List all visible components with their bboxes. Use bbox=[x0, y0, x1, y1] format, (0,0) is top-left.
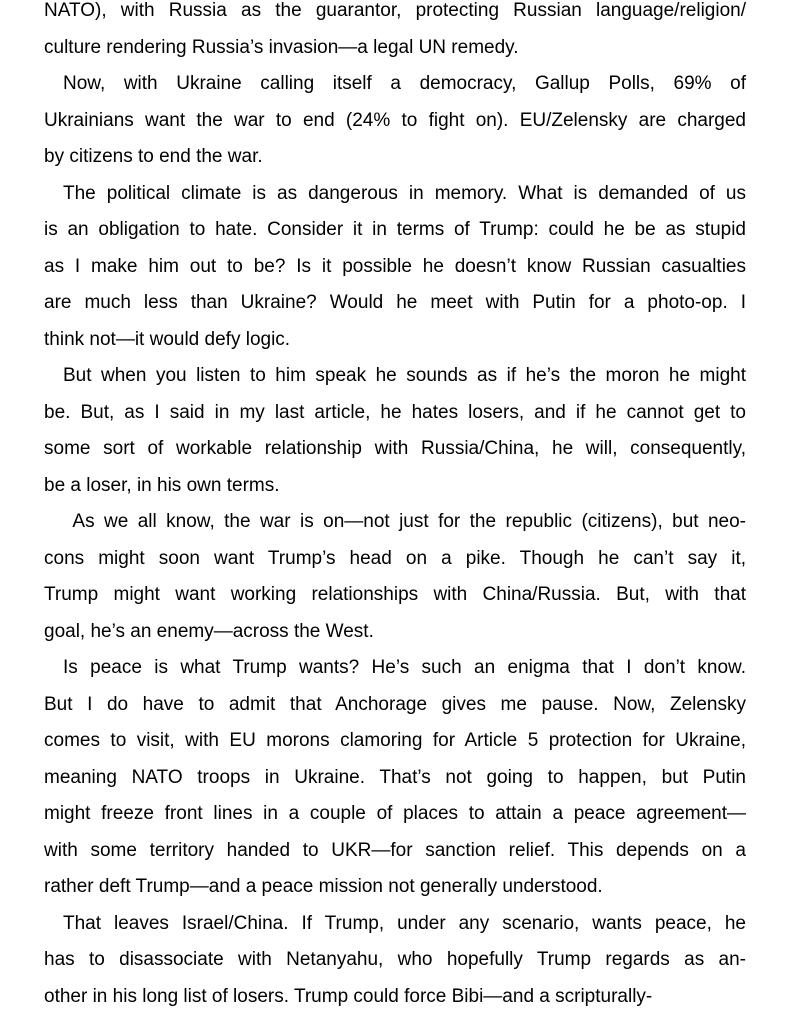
text-line: Is peace is what Trump wants? He’s such an enigma that I don’t know. bbox=[63, 657, 746, 678]
text-line: That leaves Israel/China. If Trump, under any scenario, wants peace, he bbox=[63, 912, 746, 934]
paragraph bbox=[44, 504, 746, 650]
text-line: as I make him out to be? Is it possible he doesn’t know Russian casualties bbox=[44, 255, 746, 277]
text-line: Now, with Ukraine calling itself a democracy, Gallup Polls, 69% of bbox=[63, 73, 746, 94]
paragraph bbox=[44, 358, 746, 504]
text-line: meaning NATO troops in Ukraine. That’s not going to happen, but Putin bbox=[44, 766, 746, 788]
text-line: As we all know, the war is on—not just for the republic (citizens), but neo- bbox=[63, 511, 746, 532]
text-line: are much less than Ukraine? Would he meet with Putin for a photo-op. I bbox=[44, 292, 746, 313]
text-line: other in his long list of losers. Trump could force Bibi—and a scripturally- bbox=[44, 985, 653, 1007]
text-line: The political climate is as dangerous in memory. What is demanded of us bbox=[63, 182, 746, 204]
text-line: is an obligation to hate. Consider it in terms of Trump: could he be as stupid bbox=[44, 219, 746, 240]
text-line: Ukrainians want the war to end (24% to fight on). EU/Zelensky are charged bbox=[44, 109, 746, 131]
text-line: be. But, as I said in my last article, he hates losers, and if he cannot get to bbox=[44, 401, 746, 423]
text-line: rather deft Trump—and a peace mission not generally understood. bbox=[44, 876, 603, 897]
text-line: But when you listen to him speak he sounds as if he’s the moron he might bbox=[63, 365, 746, 386]
text-line: by citizens to end the war. bbox=[44, 146, 263, 167]
paragraph bbox=[44, 650, 746, 906]
text-line: culture rendering Russia’s invasion—a legal UN remedy. bbox=[44, 36, 519, 58]
paragraph bbox=[44, 176, 746, 359]
text-line: think not—it would defy logic. bbox=[44, 328, 291, 350]
text-line: with some territory handed to UKR—for sanction relief. This depends on a bbox=[44, 839, 746, 861]
text-line: comes to visit, with EU morons clamoring for Article 5 protection for Ukraine, bbox=[44, 730, 746, 751]
text-line: Trump might want working relationships with China/Russia. But, with that bbox=[44, 584, 746, 605]
paragraph bbox=[44, 66, 746, 176]
text-line: some sort of workable relationship with Russia/China, he will, consequently, bbox=[44, 438, 746, 459]
text-line: NATO), with Russia as the guarantor, protecting Russian language/religion/ bbox=[44, 0, 746, 21]
text-line: goal, he’s an enemy—across the West. bbox=[44, 620, 374, 642]
paragraph bbox=[44, 906, 746, 1016]
text-line: But I do have to admit that Anchorage gives me pause. Now, Zelensky bbox=[44, 693, 746, 715]
paragraph bbox=[44, 0, 746, 66]
text-line: has to disassociate with Netanyahu, who hopefully Trump regards as an- bbox=[44, 949, 746, 970]
text-line: be a loser, in his own terms. bbox=[44, 474, 280, 496]
text-line: might freeze front lines in a couple of places to attain a peace agreement— bbox=[44, 803, 746, 824]
article-body-text bbox=[44, 0, 746, 1015]
text-line: cons might soon want Trump’s head on a pike. Though he can’t say it, bbox=[44, 547, 746, 569]
